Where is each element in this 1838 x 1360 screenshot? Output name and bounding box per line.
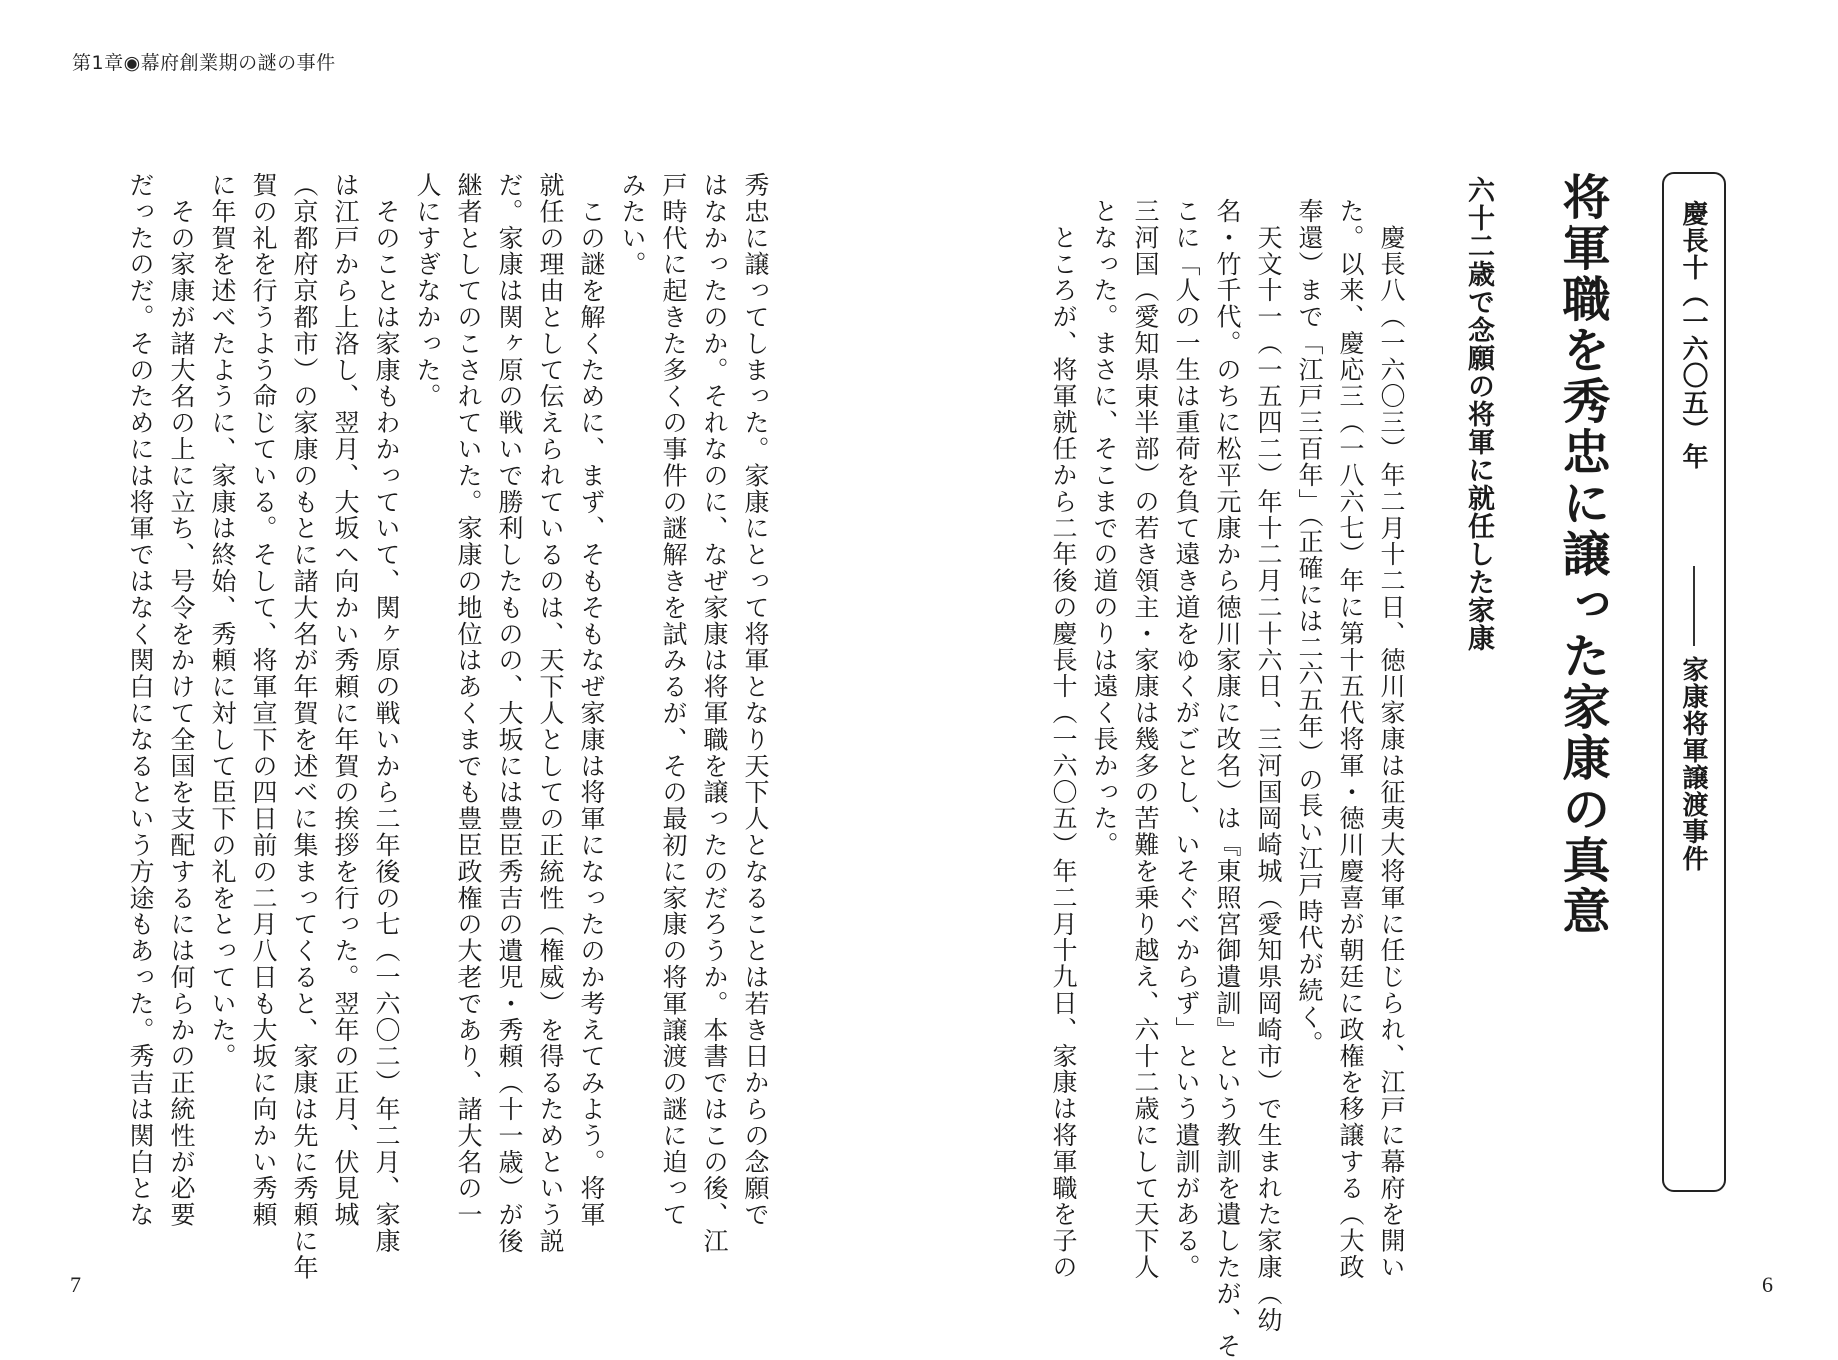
section-subtitle: 家康将軍譲渡事件 [1678,656,1708,872]
page-number-right: 6 [1762,1272,1773,1297]
section-separator [1693,566,1695,646]
page-number-left: 7 [70,1272,81,1297]
right-page-body: 慶長八（一六〇三）年二月十二日、徳川家康は征夷大将軍に任じられ、江戸に幕府を開い た。以来、慶応三（一八六七）年に第十五代将軍・徳川慶喜が朝廷に政権を移譲する（大政 奉還）まで「江戸三百年」（正確には二六五年）の長い江戸時代が続く。 天文十一（一五四二）年十二月二十六日、三河国岡崎城（愛知県岡崎市）で生まれた家康（幼 名・竹千代。のちに松平元康から徳川家康に改名）は『東照宮御遺訓』という教訓を遺したが、そ こに「人の一生は重荷を負て遠き道をゆくがごとし、いそぐべからず」という遺訓がある。 三河国（愛知県東半部）の若き領主・家康は幾多の苦難を乗り越え、六十二歳にして天下人 となった。まさに、そこまでの道のりは遠く長かった。 ところが、将軍就任から二年後の慶長十（一六〇五）年二月十九日、家康は将軍職を子の [1049,198,1406,1360]
article-title: 将軍職を秀忠に譲った家康の真意 [1554,172,1610,937]
article-subheading: 六十二歳で念願の将軍に就任した家康 [1463,176,1494,652]
section-title: 慶長十（一六〇五）年 [1678,200,1708,470]
running-head: 第1章◉幕府創業期の謎の事件 [72,52,336,74]
left-page-body: 秀忠に譲ってしまった。家康にとって将軍となり天下人となることは若き日からの念願で はなかったのか。それなのに、なぜ家康は将軍職を譲ったのだろうか。本書ではこの後、江 戸時代に起きた多くの事件の謎解きを試みるが、その最初に家康の将軍譲渡の謎に迫って みたい。 この謎を解くために、まず、そもそもなぜ家康は将軍になったのか考えてみよう。将軍 就任の理由として伝えられているのは、天下人としての正統性（権威）を得るためという説 だ。家康は関ヶ原の戦いで勝利したものの、大坂には豊臣秀吉の遺児・秀頼（十一歳）が後 継者としてのこされていた。家康の地位はあくまでも豊臣政権の大老であり、諸大名の一 人にすぎなかった。 そのことは家康もわかっていて、関ヶ原の戦いから二年後の七（一六〇二）年二月、家康 は江戸から上洛し、翌月、大坂へ向かい秀頼に年賀の挨拶を行った。翌年の正月、伏見城 （京都府京都市）の家康のもとに諸大名が年賀を述べに集まってくると、家康は先に秀頼に年 賀の礼を行うよう命じている。そして、将軍宣下の四日前の二月八日も大坂に向かい秀頼 に年賀を述べたように、家康は終始、秀頼に対して臣下の礼をとっていた。 その家康が諸大名の上に立ち、号令をかけて全国を支配するには何らかの正統性が必要 だったのだ。そのためには将軍ではなく関白になるという方途もあった。秀吉は関白とな [126,172,770,1281]
